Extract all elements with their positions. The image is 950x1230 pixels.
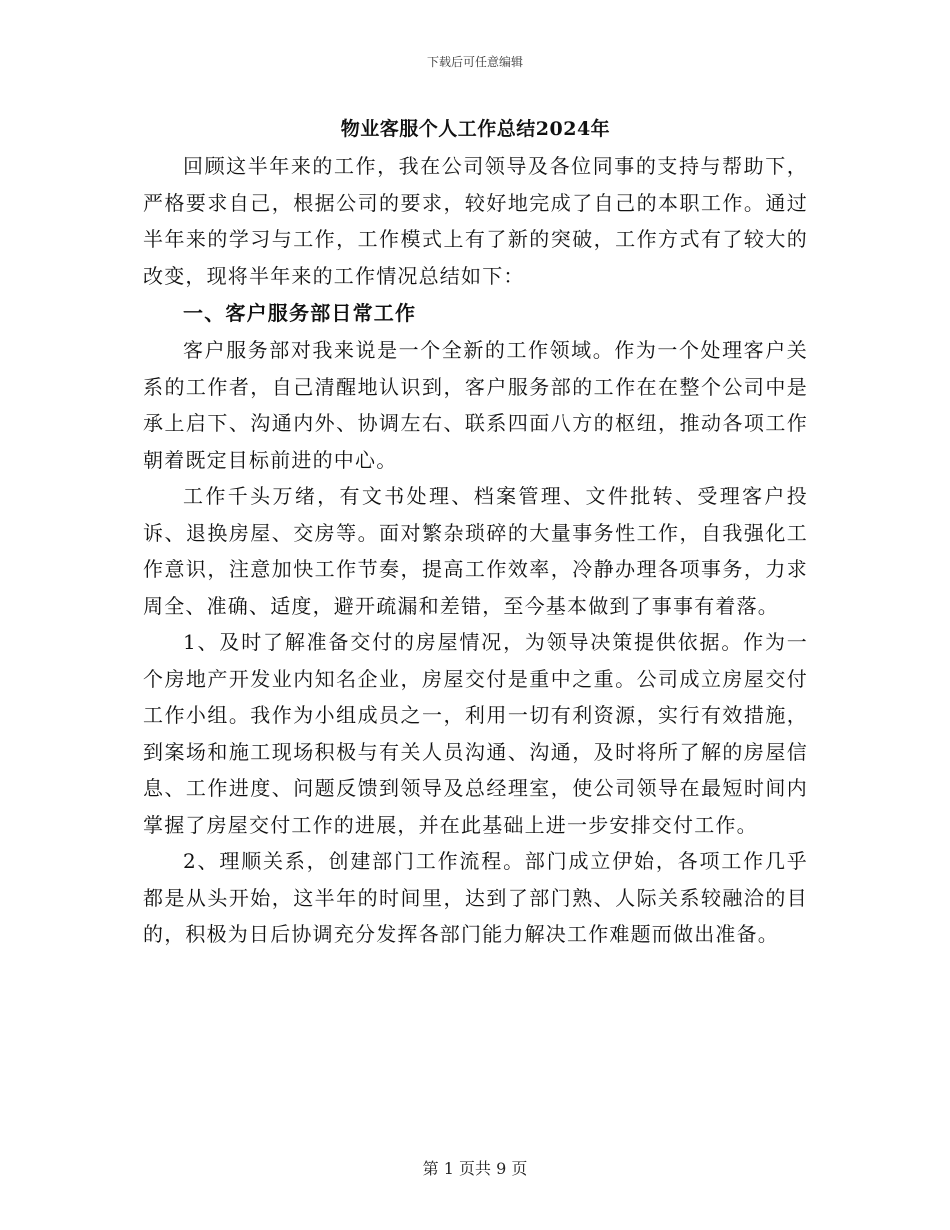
paragraph-4: 2、理顺关系，创建部门工作流程。部门成立伊始，各项工作几乎都是从头开始，这半年的时间里，达到了部门熟、人际关系较融洽的目的，积极为日后协调充分发挥各部门能力解决工作难题而做出准备。 — [143, 849, 808, 946]
page-footer: 第 1 页共 9 页 — [422, 1159, 528, 1178]
paragraph-2: 工作千头万绪，有文书处理、档案管理、文件批转、受理客户投诉、退换房屋、交房等。面对繁杂琐碎的大量事务性工作，自我强化工作意识，注意加快工作节奏，提高工作效率，冷静办理各项事务，力求周全、准确、适度，避开疏漏和差错，至今基本做到了事事有着落。 — [143, 484, 808, 618]
paragraph-3: 1、及时了解准备交付的房屋情况，为领导决策提供依据。作为一个房地产开发业内知名企业，房屋交付是重中之重。公司成立房屋交付工作小组。我作为小组成员之一，利用一切有利资源，实行有效措施，到案场和施工现场积极与有关人员沟通、沟通，及时将所了解的房屋信息、工作进度、问题反馈到领导及总经理室，使公司领导在最短时间内掌握了房屋交付工作的进展，并在此基础上进一步安排交付工作。 — [143, 630, 808, 837]
section-heading-1: 一、客户服务部日常工作 — [183, 301, 417, 325]
page-header: 下载后可任意编辑 — [426, 55, 523, 69]
paragraph-intro: 回顾这半年来的工作，我在公司领导及各位同事的支持与帮助下，严格要求自己，根据公司的要求，较好地完成了自己的本职工作。通过半年来的学习与工作，工作模式上有了新的突破，工作方式有了较大的改变，现将半年来的工作情况总结如下： — [143, 154, 808, 288]
document-body — [143, 110, 808, 953]
document-title: 物业客服个人工作总结2024年 — [340, 118, 611, 140]
paragraph-1: 客户服务部对我来说是一个全新的工作领域。作为一个处理客户关系的工作者，自己清醒地认识到，客户服务部的工作在在整个公司中是承上启下、沟通内外、协调左右、联系四面八方的枢纽，推动各项工作朝着既定目标前进的中心。 — [143, 338, 808, 472]
